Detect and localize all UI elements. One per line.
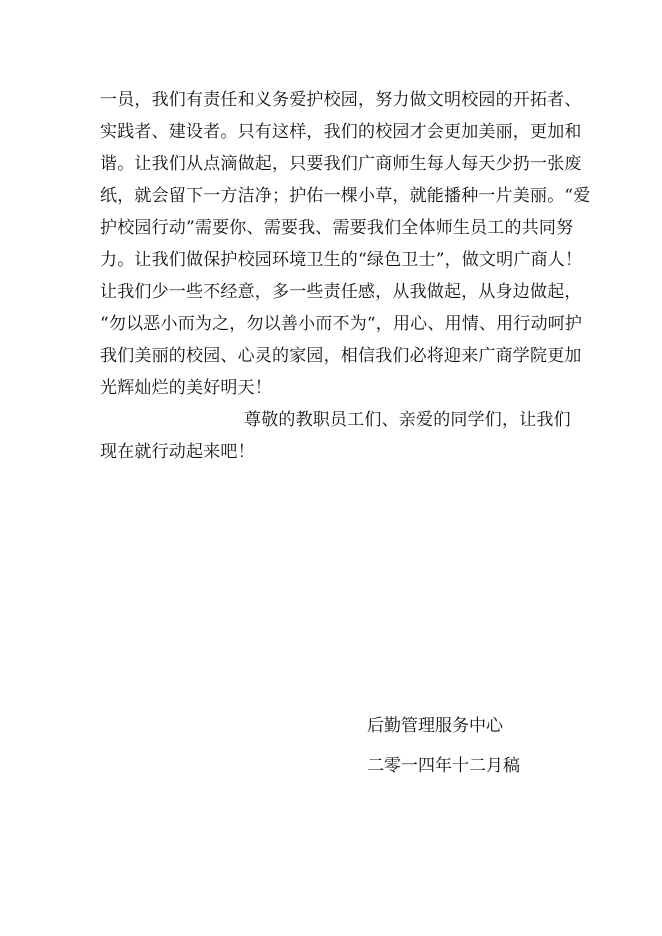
body-line-4: 纸，就会留下一方洁净；护佑一棵小草，就能播种一片美丽。“爱 xyxy=(100,186,591,206)
closing-line-1: 尊敬的教职员工们、亲爱的同学们，让我们 xyxy=(244,410,571,430)
closing-line-2: 现在就行动起来吧！ xyxy=(100,442,255,462)
body-line-2: 实践者、建设者。只有这样，我们的校园才会更加美丽，更加和 xyxy=(100,122,582,142)
body-line-1: 一员，我们有责任和义务爱护校园，努力做文明校园的开拓者、 xyxy=(100,90,582,110)
signature-block xyxy=(367,706,587,786)
signature-organization: 后勤管理服务中心 xyxy=(367,716,503,736)
body-line-10: 光辉灿烂的美好明天！ xyxy=(100,378,272,398)
letter-body xyxy=(100,84,591,468)
body-line-7: 让我们少一些不经意，多一些责任感，从我做起，从身边做起， xyxy=(100,282,582,302)
body-line-5: 护校园行动”需要你、需要我、需要我们全体师生员工的共同努 xyxy=(100,218,574,238)
body-line-9: 我们美丽的校园、心灵的家园，相信我们必将迎来广商学院更加 xyxy=(100,346,582,366)
body-line-8: “勿以恶小而为之，勿以善小而不为“，用心、用情、用行动呵护 xyxy=(100,314,583,334)
body-line-6: 力。让我们做保护校园环境卫生的“绿色卫士”，做文明广商人！ xyxy=(100,250,583,270)
signature-date: 二零一四年十二月稿 xyxy=(367,756,520,776)
body-line-3: 谐。让我们从点滴做起，只要我们广商师生每人每天少扔一张废 xyxy=(100,154,582,174)
